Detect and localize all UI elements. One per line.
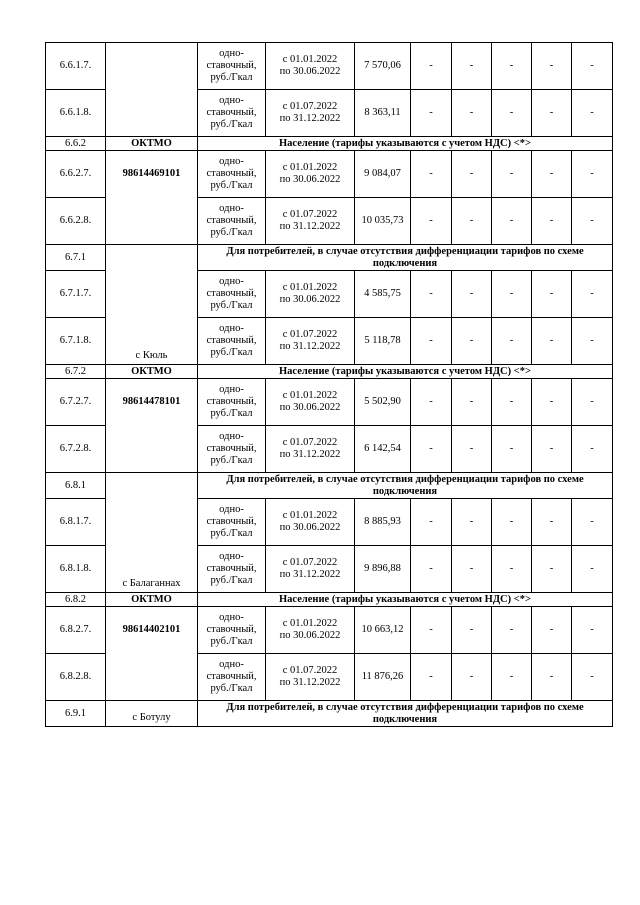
empty-value: - xyxy=(492,379,532,426)
empty-value: - xyxy=(411,654,452,701)
tariff-type-line: одно- xyxy=(219,156,244,167)
tariff-table xyxy=(45,42,613,727)
table-row xyxy=(46,607,613,654)
row-number: 6.7.2.8. xyxy=(46,426,106,473)
section-header-row xyxy=(46,245,613,271)
section-header: Для потребителей, в случае отсутствия дифференциации тарифов по схеме подключения xyxy=(198,245,613,271)
octmo-code: 98614469101 xyxy=(122,168,181,179)
tariff-value: 8 885,93 xyxy=(355,499,411,546)
tariff-type-line: руб./Гкал xyxy=(210,119,253,130)
period xyxy=(266,90,355,137)
period-line: с 01.07.2022 xyxy=(282,665,338,676)
period-line: по 31.12.2022 xyxy=(279,341,341,352)
settlement-cell xyxy=(106,43,198,137)
tariff-value: 10 035,73 xyxy=(355,198,411,245)
tariff-type xyxy=(198,318,266,365)
section-header-row xyxy=(46,593,613,607)
section-header-row xyxy=(46,365,613,379)
empty-value: - xyxy=(572,654,613,701)
period-line: по 30.06.2022 xyxy=(279,522,341,533)
row-number: 6.6.2.8. xyxy=(46,198,106,245)
empty-value: - xyxy=(572,271,613,318)
row-number: 6.6.2 xyxy=(46,137,106,151)
empty-value: - xyxy=(411,546,452,593)
period xyxy=(266,379,355,426)
empty-value: - xyxy=(492,271,532,318)
period xyxy=(266,271,355,318)
tariff-type-line: одно- xyxy=(219,95,244,106)
tariff-type xyxy=(198,379,266,426)
empty-value: - xyxy=(411,426,452,473)
empty-value: - xyxy=(492,546,532,593)
period-line: с 01.07.2022 xyxy=(282,101,338,112)
tariff-type-line: одно- xyxy=(219,504,244,515)
period-line: с 01.01.2022 xyxy=(282,162,338,173)
section-header: Население (тарифы указываются с учетом НДС) <*> xyxy=(198,137,613,151)
settlement-name: с Балаганнах xyxy=(106,473,198,593)
tariff-type-line: одно- xyxy=(219,323,244,334)
tariff-type-line: ставочный, xyxy=(206,168,257,179)
empty-value: - xyxy=(572,546,613,593)
tariff-value: 6 142,54 xyxy=(355,426,411,473)
period-line: с 01.01.2022 xyxy=(282,390,338,401)
tariff-value: 9 896,88 xyxy=(355,546,411,593)
period xyxy=(266,546,355,593)
period-line: по 30.06.2022 xyxy=(279,66,341,77)
empty-value: - xyxy=(452,43,492,90)
empty-value: - xyxy=(572,318,613,365)
table-row xyxy=(46,379,613,426)
empty-value: - xyxy=(492,318,532,365)
empty-value: - xyxy=(452,318,492,365)
tariff-type-line: одно- xyxy=(219,48,244,59)
empty-value: - xyxy=(532,43,572,90)
tariff-type-line: ставочный, xyxy=(206,671,257,682)
period-line: по 30.06.2022 xyxy=(279,402,341,413)
table-row xyxy=(46,43,613,90)
tariff-type-line: одно- xyxy=(219,276,244,287)
period xyxy=(266,426,355,473)
period-line: по 31.12.2022 xyxy=(279,569,341,580)
period xyxy=(266,607,355,654)
tariff-type-line: одно- xyxy=(219,384,244,395)
empty-value: - xyxy=(411,271,452,318)
tariff-type-line: руб./Гкал xyxy=(210,227,253,238)
section-header: Население (тарифы указываются с учетом НДС) <*> xyxy=(198,593,613,607)
tariff-type-line: руб./Гкал xyxy=(210,408,253,419)
empty-value: - xyxy=(572,607,613,654)
settlement-name: с Кюль xyxy=(106,245,198,365)
period xyxy=(266,654,355,701)
empty-value: - xyxy=(532,271,572,318)
empty-value: - xyxy=(411,43,452,90)
tariff-value: 10 663,12 xyxy=(355,607,411,654)
period-line: с 01.07.2022 xyxy=(282,209,338,220)
empty-value: - xyxy=(411,90,452,137)
tariff-value: 5 118,78 xyxy=(355,318,411,365)
tariff-type-line: ставочный, xyxy=(206,443,257,454)
empty-value: - xyxy=(532,607,572,654)
empty-value: - xyxy=(452,426,492,473)
tariff-type-line: ставочный, xyxy=(206,215,257,226)
octmo-label: ОКТМО xyxy=(106,365,198,379)
row-number: 6.6.1.8. xyxy=(46,90,106,137)
empty-value: - xyxy=(492,198,532,245)
row-number: 6.8.2.7. xyxy=(46,607,106,654)
tariff-type-line: ставочный, xyxy=(206,288,257,299)
tariff-type xyxy=(198,426,266,473)
empty-value: - xyxy=(532,198,572,245)
empty-value: - xyxy=(532,318,572,365)
empty-value: - xyxy=(452,151,492,198)
tariff-type-line: руб./Гкал xyxy=(210,575,253,586)
empty-value: - xyxy=(532,654,572,701)
period xyxy=(266,318,355,365)
period-line: с 01.07.2022 xyxy=(282,557,338,568)
period-line: по 30.06.2022 xyxy=(279,174,341,185)
octmo-label: ОКТМО xyxy=(106,137,198,151)
section-header-row xyxy=(46,473,613,499)
tariff-type-line: одно- xyxy=(219,551,244,562)
period-line: с 01.01.2022 xyxy=(282,618,338,629)
section-header: Для потребителей, в случае отсутствия дифференциации тарифов по схеме подключения xyxy=(198,701,613,727)
period-line: по 30.06.2022 xyxy=(279,294,341,305)
empty-value: - xyxy=(492,499,532,546)
octmo-code: 98614402101 xyxy=(122,624,181,635)
empty-value: - xyxy=(452,198,492,245)
tariff-type xyxy=(198,654,266,701)
period-line: по 31.12.2022 xyxy=(279,449,341,460)
empty-value: - xyxy=(572,499,613,546)
period-line: с 01.01.2022 xyxy=(282,282,338,293)
empty-value: - xyxy=(532,426,572,473)
settlement-cell xyxy=(106,379,198,473)
tariff-type-line: ставочный, xyxy=(206,563,257,574)
row-number: 6.7.1 xyxy=(46,245,106,271)
empty-value: - xyxy=(452,90,492,137)
empty-value: - xyxy=(411,198,452,245)
empty-value: - xyxy=(532,90,572,137)
empty-value: - xyxy=(492,654,532,701)
row-number: 6.7.1.7. xyxy=(46,271,106,318)
period-line: по 31.12.2022 xyxy=(279,113,341,124)
row-number: 6.7.2.7. xyxy=(46,379,106,426)
empty-value: - xyxy=(411,379,452,426)
empty-value: - xyxy=(572,426,613,473)
empty-value: - xyxy=(492,426,532,473)
period-line: по 30.06.2022 xyxy=(279,630,341,641)
settlement-cell xyxy=(106,151,198,245)
tariff-type-line: ставочный, xyxy=(206,60,257,71)
empty-value: - xyxy=(411,607,452,654)
tariff-type-line: руб./Гкал xyxy=(210,72,253,83)
empty-value: - xyxy=(492,90,532,137)
empty-value: - xyxy=(572,198,613,245)
empty-value: - xyxy=(532,546,572,593)
period xyxy=(266,43,355,90)
octmo-code: 98614478101 xyxy=(122,396,181,407)
period-line: по 31.12.2022 xyxy=(279,221,341,232)
empty-value: - xyxy=(572,151,613,198)
period xyxy=(266,499,355,546)
tariff-type-line: руб./Гкал xyxy=(210,636,253,647)
empty-value: - xyxy=(572,90,613,137)
empty-value: - xyxy=(452,379,492,426)
tariff-type xyxy=(198,151,266,198)
empty-value: - xyxy=(532,379,572,426)
row-number: 6.8.2 xyxy=(46,593,106,607)
empty-value: - xyxy=(411,499,452,546)
empty-value: - xyxy=(492,607,532,654)
tariff-type xyxy=(198,43,266,90)
empty-value: - xyxy=(452,546,492,593)
row-number: 6.6.1.7. xyxy=(46,43,106,90)
tariff-type xyxy=(198,546,266,593)
empty-value: - xyxy=(532,151,572,198)
empty-value: - xyxy=(572,43,613,90)
empty-value: - xyxy=(492,151,532,198)
empty-value: - xyxy=(452,271,492,318)
row-number: 6.7.2 xyxy=(46,365,106,379)
row-number: 6.6.2.7. xyxy=(46,151,106,198)
row-number: 6.8.2.8. xyxy=(46,654,106,701)
settlement-name: с Ботулу xyxy=(106,701,198,727)
row-number: 6.8.1.8. xyxy=(46,546,106,593)
tariff-type xyxy=(198,198,266,245)
tariff-type-line: ставочный, xyxy=(206,624,257,635)
empty-value: - xyxy=(452,499,492,546)
tariff-type-line: руб./Гкал xyxy=(210,455,253,466)
empty-value: - xyxy=(452,654,492,701)
tariff-type-line: руб./Гкал xyxy=(210,528,253,539)
section-header: Население (тарифы указываются с учетом НДС) <*> xyxy=(198,365,613,379)
tariff-value: 11 876,26 xyxy=(355,654,411,701)
tariff-value: 5 502,90 xyxy=(355,379,411,426)
section-header: Для потребителей, в случае отсутствия дифференциации тарифов по схеме подключения xyxy=(198,473,613,499)
tariff-type-line: руб./Гкал xyxy=(210,180,253,191)
tariff-type-line: ставочный, xyxy=(206,335,257,346)
tariff-type-line: одно- xyxy=(219,659,244,670)
tariff-type xyxy=(198,271,266,318)
tariff-value: 4 585,75 xyxy=(355,271,411,318)
tariff-type-line: одно- xyxy=(219,431,244,442)
tariff-type-line: ставочный, xyxy=(206,396,257,407)
tariff-type xyxy=(198,607,266,654)
period-line: с 01.01.2022 xyxy=(282,54,338,65)
empty-value: - xyxy=(411,318,452,365)
row-number: 6.8.1.7. xyxy=(46,499,106,546)
period xyxy=(266,151,355,198)
section-header-row xyxy=(46,701,613,727)
tariff-value: 7 570,06 xyxy=(355,43,411,90)
tariff-type-line: ставочный, xyxy=(206,516,257,527)
empty-value: - xyxy=(532,499,572,546)
empty-value: - xyxy=(411,151,452,198)
period-line: с 01.07.2022 xyxy=(282,329,338,340)
table-row xyxy=(46,151,613,198)
tariff-type-line: одно- xyxy=(219,612,244,623)
octmo-label: ОКТМО xyxy=(106,593,198,607)
tariff-type xyxy=(198,90,266,137)
tariff-type-line: одно- xyxy=(219,203,244,214)
tariff-type xyxy=(198,499,266,546)
period-line: по 31.12.2022 xyxy=(279,677,341,688)
empty-value: - xyxy=(492,43,532,90)
tariff-type-line: ставочный, xyxy=(206,107,257,118)
tariff-type-line: руб./Гкал xyxy=(210,300,253,311)
row-number: 6.9.1 xyxy=(46,701,106,727)
tariff-value: 8 363,11 xyxy=(355,90,411,137)
tariff-type-line: руб./Гкал xyxy=(210,347,253,358)
section-header-row xyxy=(46,137,613,151)
tariff-value: 9 084,07 xyxy=(355,151,411,198)
period-line: с 01.01.2022 xyxy=(282,510,338,521)
empty-value: - xyxy=(572,379,613,426)
row-number: 6.7.1.8. xyxy=(46,318,106,365)
tariff-type-line: руб./Гкал xyxy=(210,683,253,694)
row-number: 6.8.1 xyxy=(46,473,106,499)
settlement-cell xyxy=(106,607,198,701)
empty-value: - xyxy=(452,607,492,654)
period xyxy=(266,198,355,245)
period-line: с 01.07.2022 xyxy=(282,437,338,448)
